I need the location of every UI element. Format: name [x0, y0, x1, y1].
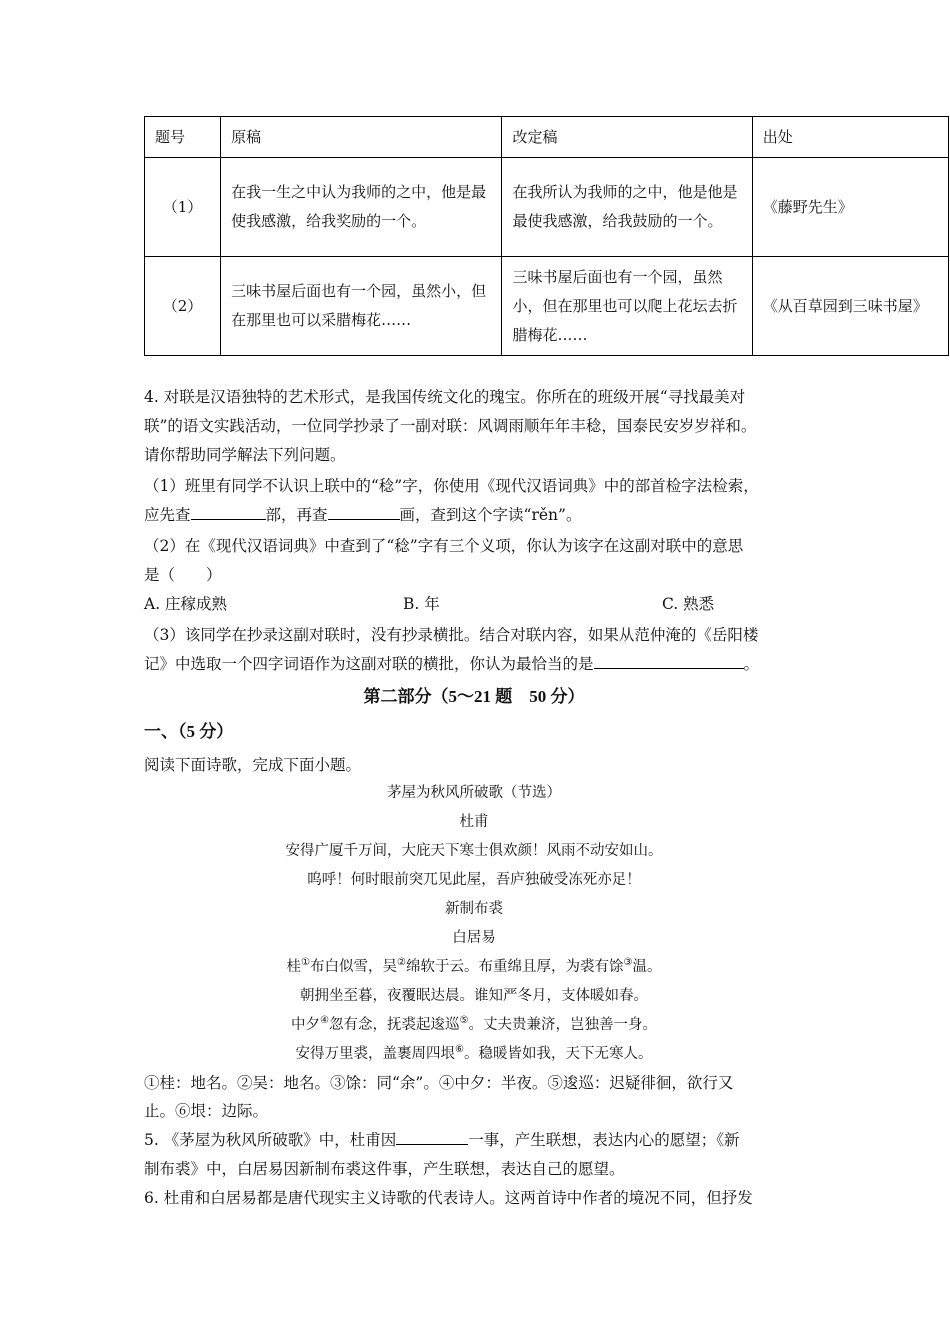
- poem2-line: [144, 1014, 804, 1036]
- header-source: 出处: [752, 117, 948, 158]
- text: 。稳暖皆如我，天下无寒人。: [463, 1046, 653, 1062]
- answer-blank[interactable]: [328, 504, 400, 520]
- q4-line2: 联”的语文实践活动，一位同学抄录了一副对联：风调雨顺年年丰稔，国泰民安岁岁祥和。: [144, 417, 757, 435]
- poem1-line: 安得广厦千万间，大庇天下寒士俱欢颜！风雨不动安如山。: [285, 843, 663, 859]
- text: 。丈夫贵兼济，岂独善一身。: [468, 1017, 657, 1033]
- header-num: 题号: [145, 117, 221, 158]
- poem1-line: 呜呼！何时眼前突兀见此屋，吾庐独破受冻死亦足！: [307, 872, 641, 888]
- row-num: （2）: [145, 257, 221, 356]
- poem2-line: 朝拥坐至暮，夜覆眠达晨。谁知严冬月，支体暖如春。: [300, 988, 648, 1004]
- text: 中夕: [291, 1017, 321, 1033]
- footnote-mark: ①: [301, 957, 311, 969]
- section1-heading: 一、（5 分）: [144, 722, 234, 741]
- row-revised: 在我所认为我师的之中，他是他是最使我感激，给我鼓励的一个。: [502, 158, 752, 257]
- footnote-mark: ②: [397, 957, 406, 969]
- footnote-mark: ③: [623, 957, 633, 969]
- header-revised: 改定稿: [502, 117, 752, 158]
- poem2-title: 新制布裘: [445, 901, 503, 917]
- q4-line1: 4. 对联是汉语独特的艺术形式，是我国传统文化的瑰宝。你所在的班级开展“寻找最美对: [144, 388, 746, 406]
- footnote-mark: ⑤: [459, 1015, 469, 1027]
- text: 温。: [632, 959, 662, 975]
- text: 部，再查: [265, 506, 328, 524]
- text: 记》中选取一个四字词语作为这副对联的横批，你认为最恰当的是: [144, 655, 594, 673]
- footnote-mark: ⑥: [455, 1044, 464, 1056]
- option-c[interactable]: C. 熟悉: [662, 595, 715, 613]
- part2-title: 第二部分（5～21 题 50 分）: [363, 687, 585, 706]
- revision-table: [144, 116, 949, 356]
- option-b[interactable]: B. 年: [403, 595, 440, 613]
- text: 安得万里裘，盖裹周四垠: [295, 1046, 456, 1062]
- text: 。: [743, 655, 760, 673]
- answer-blank[interactable]: [594, 653, 744, 669]
- reading-intro: 阅读下面诗歌，完成下面小题。: [144, 756, 362, 774]
- table-header-row: [145, 117, 949, 158]
- header-original: 原稿: [221, 117, 502, 158]
- q4-sub3-line2: [144, 653, 759, 675]
- q5-line1: [144, 1129, 739, 1151]
- table-row: [145, 158, 949, 257]
- poem2-line: [144, 956, 804, 978]
- poem2-line: [144, 1043, 804, 1065]
- text: 桂: [286, 959, 302, 975]
- text: 画，查到这个字读“rěn”。: [399, 506, 582, 524]
- text: 5. 《茅屋为秋风所破歌》中，杜甫因: [144, 1131, 397, 1149]
- row-source: 《从百草园到三味书屋》: [752, 257, 948, 356]
- q4-sub2-line2: 是（ ）: [144, 566, 222, 584]
- text: 应先查: [144, 506, 191, 524]
- footnote-mark: ④: [320, 1015, 329, 1027]
- row-revised: 三味书屋后面也有一个园，虽然小，但在那里也可以爬上花坛去折腊梅花……: [502, 257, 752, 356]
- option-a[interactable]: A. 庄稼成熟: [144, 595, 228, 613]
- text: 一事，产生联想，表达内心的愿望；《新: [468, 1131, 740, 1149]
- q6-line1: 6. 杜甫和白居易都是唐代现实主义诗歌的代表诗人。这两首诗中作者的境况不同，但抒发: [144, 1189, 753, 1207]
- notes-line2: 止。⑥垠：边际。: [144, 1102, 269, 1120]
- text: 忽有念，抚裘起逡巡: [329, 1017, 460, 1033]
- answer-blank[interactable]: [396, 1129, 468, 1145]
- row-original: 三味书屋后面也有一个园，虽然小，但在那里也可以采腊梅花……: [221, 257, 502, 356]
- q4-sub3-line1: （3）该同学在抄录这副对联时，没有抄录横批。结合对联内容，如果从范仲淹的《岳阳楼: [144, 626, 759, 644]
- row-source: 《藤野先生》: [752, 158, 948, 257]
- poem1-author: 杜甫: [459, 814, 489, 830]
- q4-sub1-line1: （1）班里有同学不认识上联中的“稔”字，你使用《现代汉语词典》中的部首检字法检索，: [144, 477, 759, 495]
- row-num: （1）: [145, 158, 221, 257]
- q4-line3: 请你帮助同学解法下列问题。: [144, 446, 346, 464]
- row-original: 在我一生之中认为我师的之中，他是最使我感激，给我奖励的一个。: [221, 158, 502, 257]
- poem1-title: 茅屋为秋风所破歌（节选）: [387, 785, 561, 801]
- answer-blank[interactable]: [191, 504, 266, 520]
- q5-line2: 制布裘》中，白居易因新制布裘这件事，产生联想，表达自己的愿望。: [144, 1160, 625, 1178]
- text: 布白似雪，吴: [310, 959, 398, 975]
- notes-line1: ①桂：地名。②吴：地名。③馀：同“余”。④中夕：半夜。⑤逡巡：迟疑徘徊，欲行又: [144, 1074, 734, 1092]
- q4-sub2-line1: （2）在《现代汉语词典》中查到了“稔”字有三个义项，你认为该字在这副对联中的意思: [144, 537, 744, 555]
- text: 绵软于云。布重绵且厚，为裘有馀: [405, 959, 624, 975]
- q4-sub1-line2: [144, 504, 581, 526]
- table-row: [145, 257, 949, 356]
- poem2-author: 白居易: [452, 930, 496, 946]
